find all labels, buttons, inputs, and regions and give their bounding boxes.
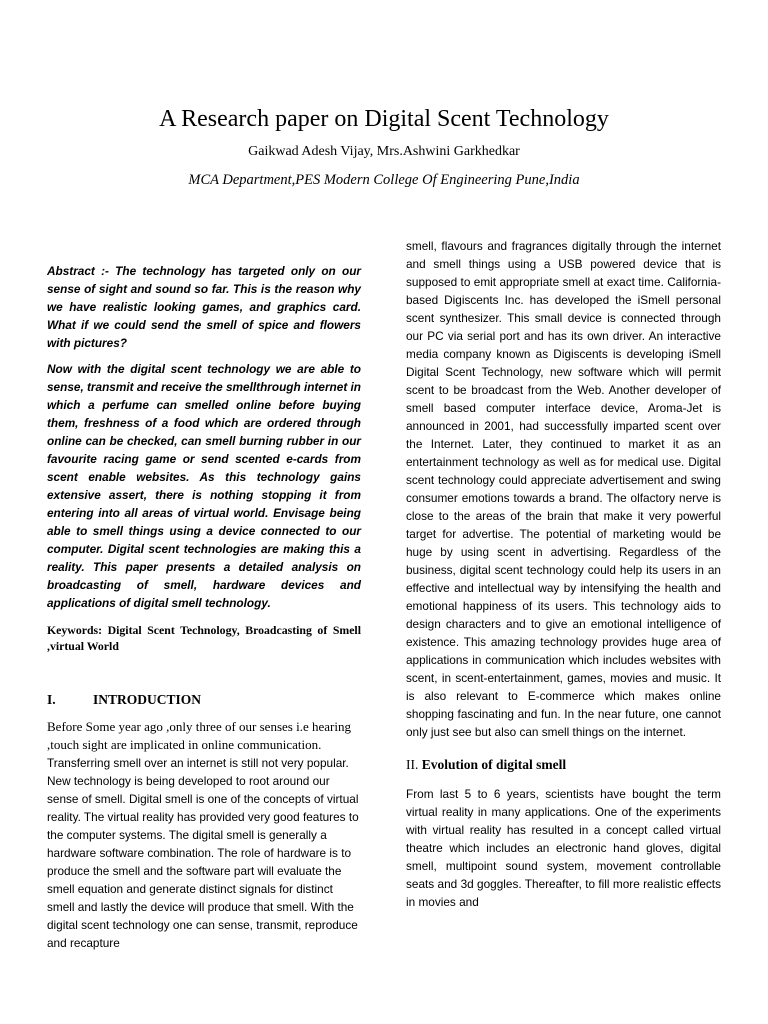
abstract-label: Abstract :- [47, 264, 109, 278]
paper-affiliation: MCA Department,PES Modern College Of Engineering Pune,India [188, 172, 580, 188]
section-2-text: From last 5 to 6 years, scientists have bought the term virtual reality in many applications. One of the experiments with virtual reality has resulted in a concept called virtual theatre which includes an electronic hand gloves, digital smell, multipoint sound system, movement controllable seats and 3d goggles. Thereafter, to fill more realistic effects in movies and [406, 787, 721, 909]
abstract-para-2: Now with the digital scent technology we are able to sense, transmit and receive the smellthrough internet in which a perfume can smelled online before buying them, freshness of a food which are ordered through online can be checked, can smell burning rubber in our favourite racing game or send scented e-cards from scent enable websites. As this technology gains extensive assert, there is nothing stopping it from entering into all areas of virtual world. Envisage being able to smell things using a device connected to our computer. Digital scent technologies are making this a reality. This paper presents a detailed analysis on broadcasting of smell, hardware devices and applications of digital smell technology. [47, 362, 362, 610]
paper-authors: Gaikwad Adesh Vijay, Mrs.Ashwini Garkhedkar [248, 144, 520, 159]
section-title: INTRODUCTION [93, 692, 202, 707]
section-2-title: Evolution of digital smell [421, 757, 567, 772]
introduction-text: Transferring smell over an internet is still not very popular. New technology is being developed to root around our sense of smell. Digital smell is one of the concepts of virtual reality. The virtual reality has provided very good features to the computer systems. The digital smell is generally a hardware software combination. The role of hardware is to produce the smell and the software part will evaluate the smell equation and generate distinct signals for distinct smell and lastly the device will produce that smell. With the digital scent technology one can sense, transmit, reproduce and recapture [47, 756, 359, 950]
right-column [406, 237, 721, 911]
section-heading-evolution [406, 755, 721, 775]
left-column [47, 262, 361, 952]
abstract-para-1: The technology has targeted only on our sense of sight and sound so far. This is the reason why we have realistic looking games, and graphics card. What if we could send the smell of spice and flowers with pictures? [47, 264, 361, 350]
introduction-serif-text: Before Some year ago ,only three of our senses i.e hearing ,touch sight are implicated in online communication. [47, 719, 351, 752]
section-2-number: II. [406, 757, 419, 772]
introduction-body [47, 718, 361, 952]
introduction-continued: smell, flavours and fragrances digitally through the internet and smell things using a USB powered device that is supposed to emit appropriate smell at exact time. California-based Digiscents Inc. has developed the iSmell personal scent synthesizer. This small device is connected through our PC via serial port and has its own driver. An interactive media company known as Digiscents is developing iSmell Digital Scent Technology, new software which will permit scent to be broadcast from the Web. Another developer of smell based computer interface device, Aroma-Jet is announced in 2001, had successfully imparted scent over the Internet. Later, they continued to market it as an entertainment technology as well as for medical use. Digital scent technology could appreciate advertisement and swing consumer emotions towards a brand. The olfactory nerve is close to the areas of the brain that make it very powerful target for advertise. The potential of marketing would be huge by using scent in advertising. Regardless of the business, digital scent technology could help its users in an effective and intellectual way by intensifying the health and emotional happiness of its users. This technology aids to design characters and to give an emotional intelligence of existence. This amazing technology provides huge area of applications in communication which includes websites with scent, in scent-entertainment, games, movies and music. It is also relevant to E-commerce which makes online shopping fascinating and fun. In the near future, one cannot only just see but also can smell things on the internet. [406, 239, 721, 739]
section-number: I. [47, 692, 56, 707]
paper-title: A Research paper on Digital Scent Technology [159, 106, 609, 132]
keywords: Keywords: Digital Scent Technology, Broadcasting of Smell ,virtual World [47, 623, 361, 653]
abstract [47, 262, 361, 612]
section-heading-introduction [47, 690, 361, 710]
